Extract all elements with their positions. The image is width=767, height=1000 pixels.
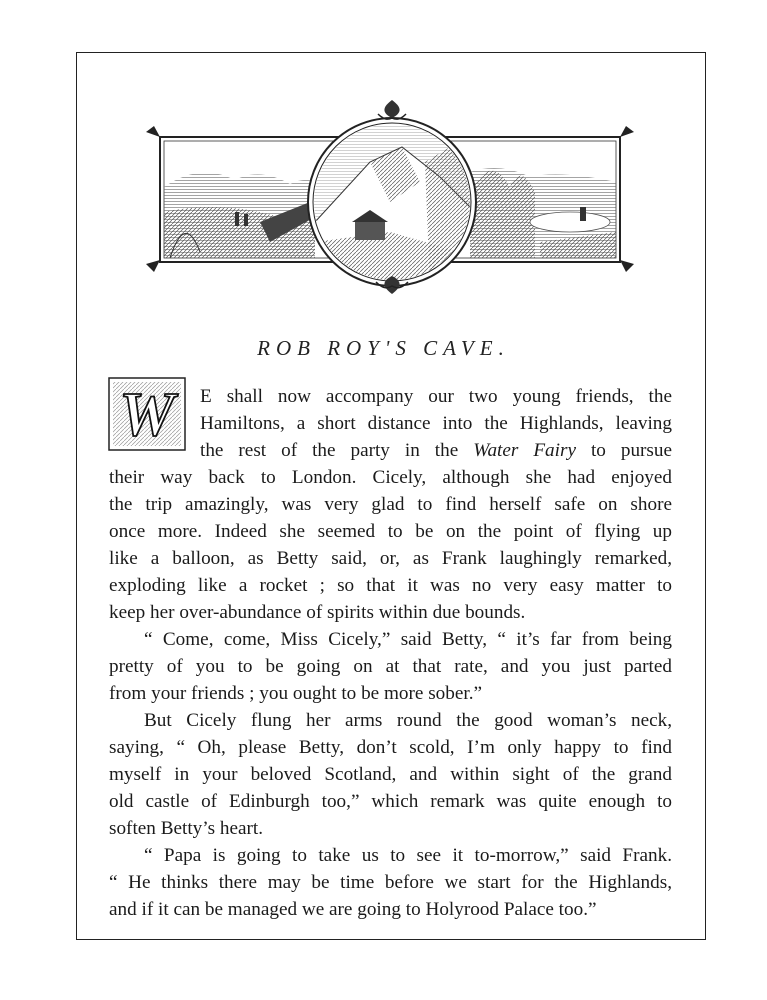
- text-line: the trip amazingly, was very glad to find herself safe on shore: [109, 494, 672, 515]
- right-landscape: [470, 168, 616, 258]
- text-line: the rest of the party in the Water Fairy to pursue: [200, 440, 673, 461]
- text-line: from your friends ; you ought to be more sober.”: [109, 683, 483, 704]
- top-ornament: [378, 100, 406, 119]
- text-line: “ Papa is going to take us to see it to-morrow,” said Frank.: [144, 845, 672, 866]
- text-line: old castle of Edinburgh too,” which remark was quite enough to: [109, 791, 672, 812]
- italic-vessel-name: Water Fairy: [473, 440, 576, 461]
- text-line: “ Come, come, Miss Cicely,” said Betty, “ it’s far from being: [144, 629, 672, 650]
- text-line: soften Betty’s heart.: [109, 818, 263, 839]
- landscape-vignette-engraving: [140, 92, 640, 302]
- text-line: myself in your beloved Scotland, and within sight of the grand: [109, 764, 672, 785]
- text-line: exploding like a rocket ; so that it was no very easy matter to: [109, 575, 672, 596]
- text-line: Hamiltons, a short distance into the Highlands, leaving: [200, 413, 672, 434]
- text-line: and if it can be managed we are going to Holyrood Palace too.”: [109, 899, 597, 920]
- body-text: [109, 383, 672, 923]
- text-line: once more. Indeed she seemed to be on the point of flying up: [109, 521, 672, 542]
- text-line: like a balloon, as Betty said, or, as Frank laughingly remarked,: [109, 548, 672, 569]
- text-line: saying, “ Oh, please Betty, don’t scold, I’m only happy to find: [109, 737, 672, 758]
- text-line: their way back to London. Cicely, although she had enjoyed: [109, 467, 672, 488]
- left-landscape: [164, 172, 315, 258]
- text-line: pretty of you to be going on at that rate, and you just parted: [109, 656, 672, 677]
- text-line: But Cicely flung her arms round the good woman’s neck,: [144, 710, 672, 731]
- text-line: E shall now accompany our two young friends, the: [200, 386, 672, 407]
- text-line: keep her over-abundance of spirits within due bounds.: [109, 602, 526, 623]
- chapter-title: ROB ROY'S CAVE.: [257, 336, 510, 360]
- svg-text:W: W: [119, 381, 175, 449]
- text-line: “ He thinks there may be time before we start for the Highlands,: [109, 872, 672, 893]
